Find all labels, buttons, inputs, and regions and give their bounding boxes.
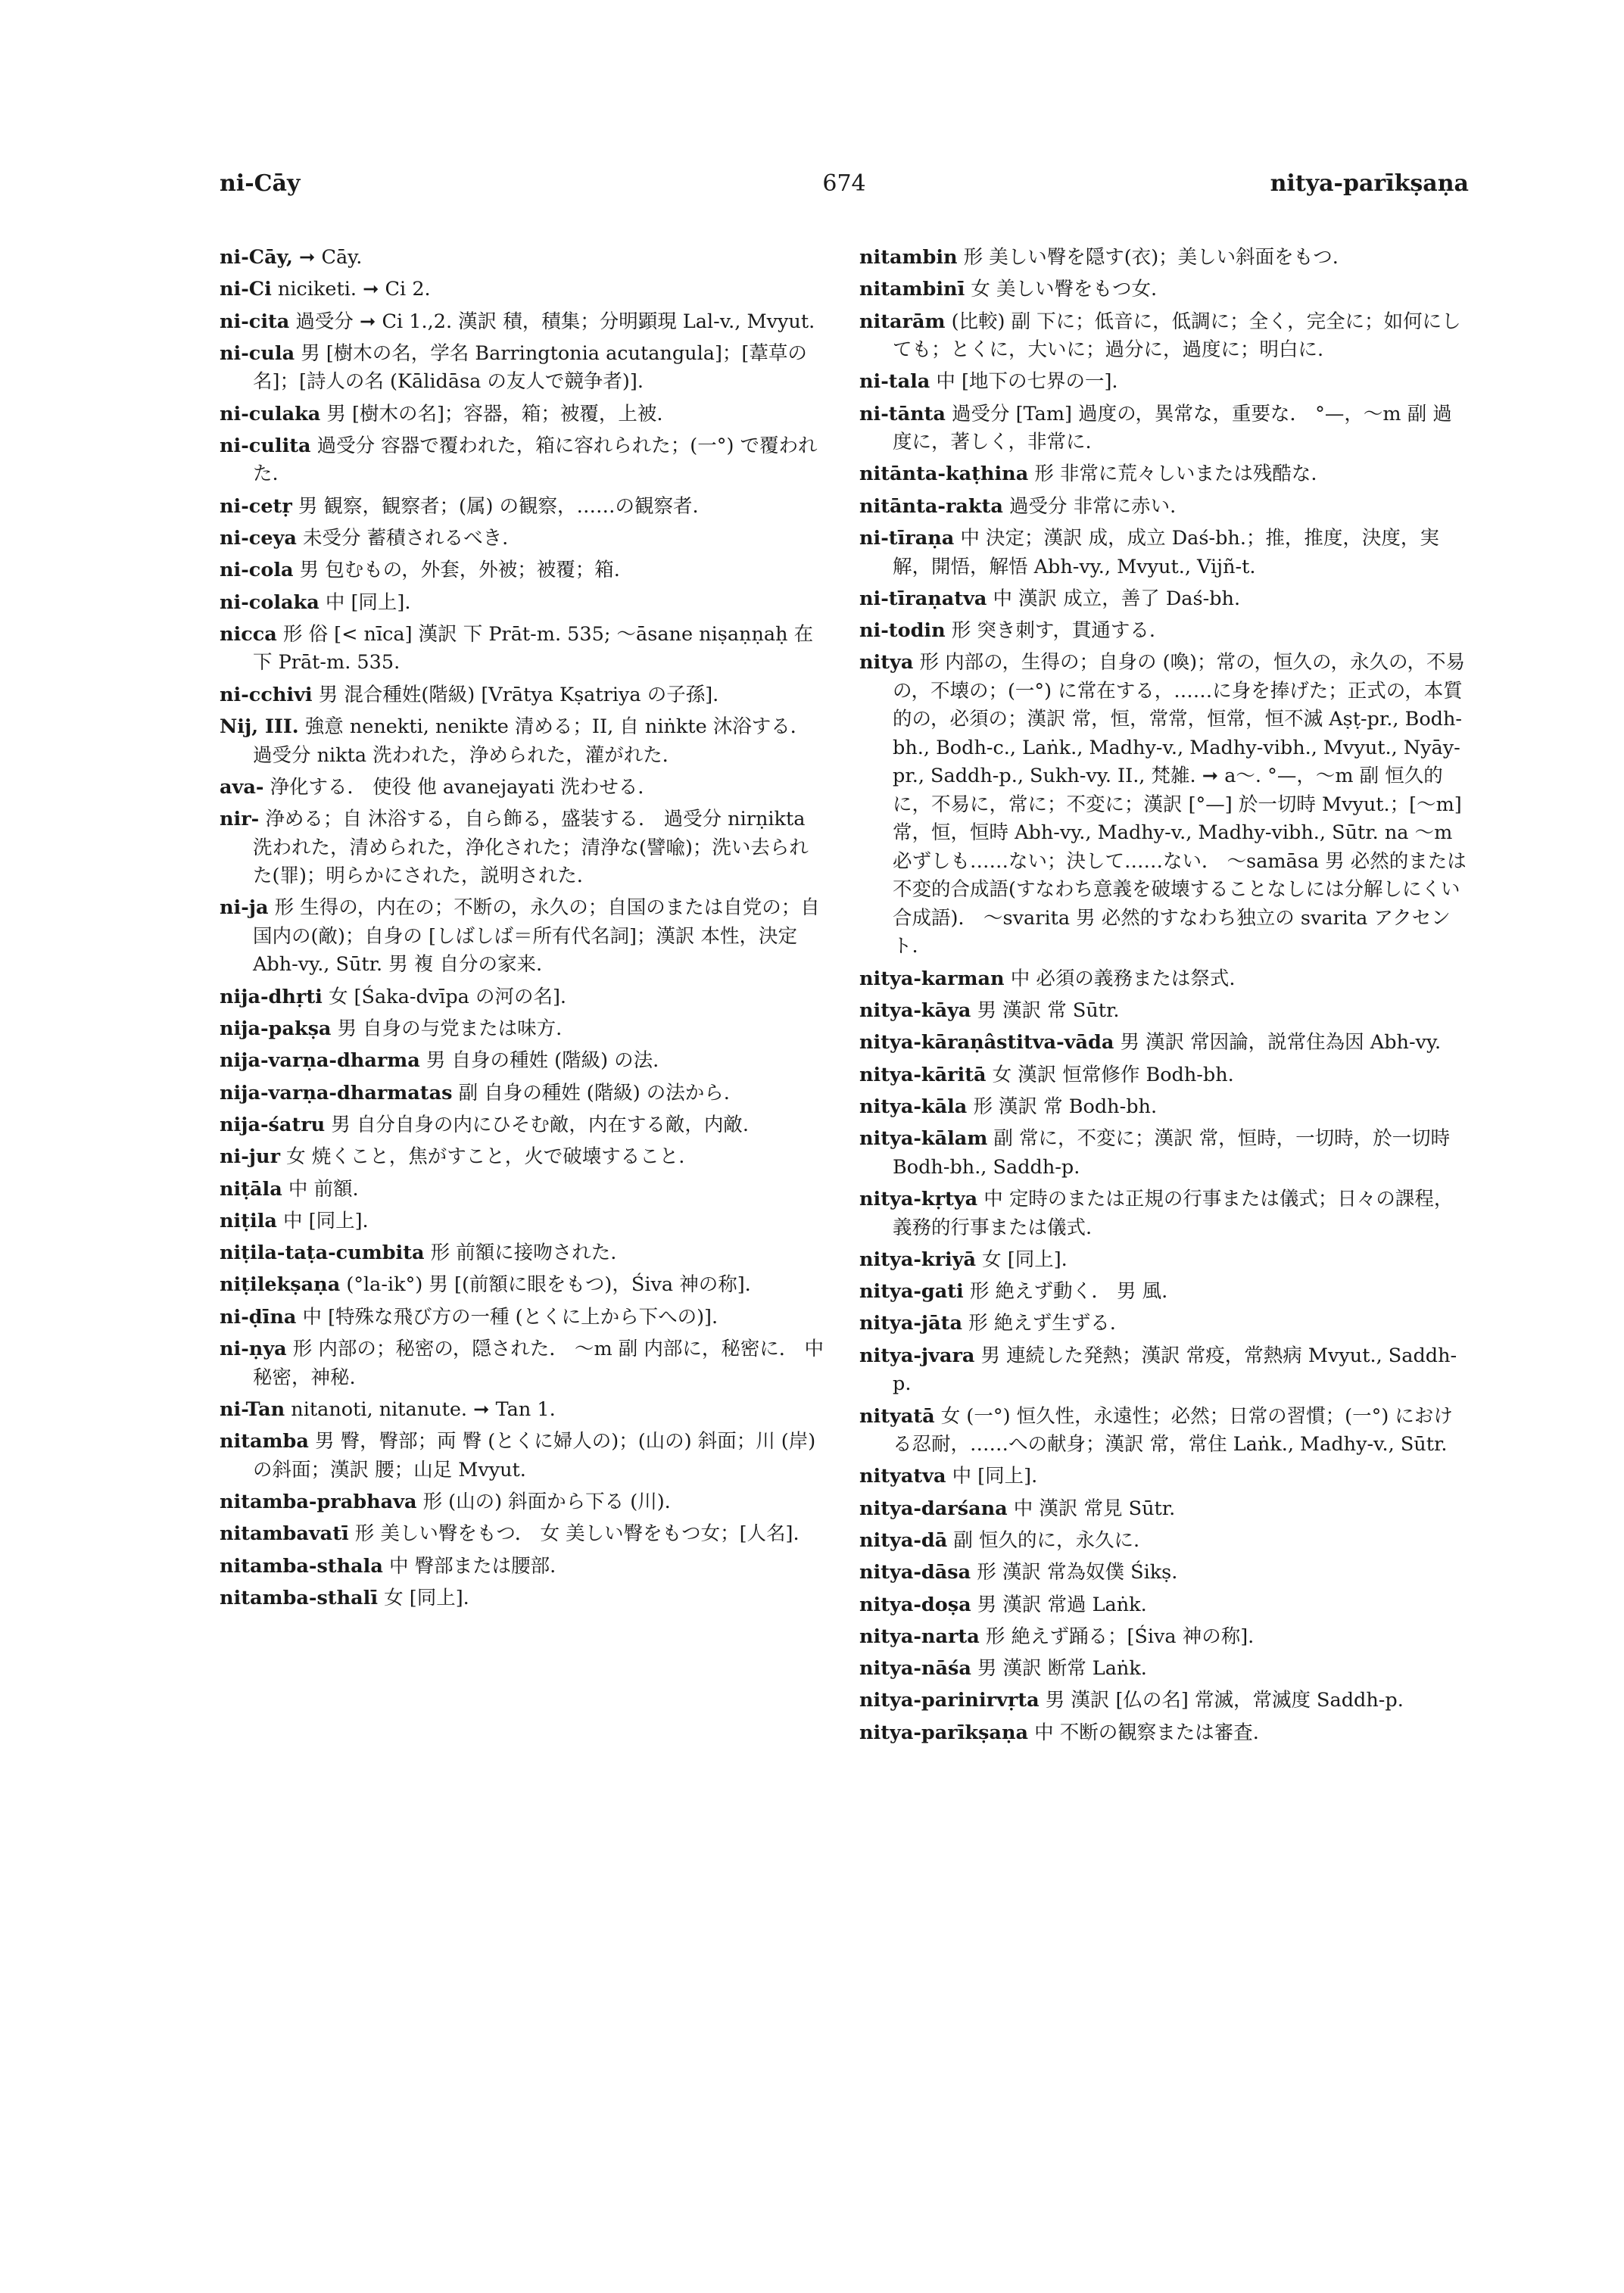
entry-headword: nir- <box>220 808 260 831</box>
entry-definition: 形 絶えず動く． 男 風. <box>963 1280 1168 1304</box>
dictionary-entry <box>220 1553 825 1581</box>
dictionary-entry <box>220 1335 825 1392</box>
entry-headword: ni-jur <box>220 1145 281 1169</box>
dictionary-entry <box>859 1185 1469 1242</box>
dictionary-entry <box>220 1143 825 1172</box>
entry-definition: 中 不断の観察または審査. <box>1028 1721 1259 1744</box>
dictionary-entry <box>220 713 825 770</box>
entry-headword: nitya-jvara <box>859 1344 975 1367</box>
entry-headword: nitamba-sthala <box>220 1554 383 1578</box>
dictionary-entry <box>220 1584 825 1613</box>
entry-headword: nija-varṇa-dharma <box>220 1049 420 1073</box>
entry-definition: 形 突き刺す，貫通する. <box>945 619 1155 643</box>
dictionary-entry <box>859 1342 1469 1399</box>
dictionary-entry <box>859 1623 1469 1652</box>
entry-headword: nitya-dāsa <box>859 1561 971 1584</box>
entry-definition: 女 (一°) 恒久性，永遠性；必然；日常の習慣；(一°) における忍耐，……への献身；漢訳 常，常住 Laṅk., Madhy-v., Sūtr. <box>893 1404 1453 1456</box>
entry-headword: nitya-parīkṣaṇa <box>859 1721 1029 1744</box>
dictionary-entry <box>220 774 825 802</box>
dictionary-entry <box>220 1207 825 1236</box>
entry-definition: 中 [同上]. <box>276 1209 369 1232</box>
dictionary-entry <box>220 621 825 678</box>
entry-definition: 中 [地下の七界の一]. <box>930 370 1118 394</box>
entry-definition: (比較) 副 下に；低音に，低調に；全く，完全に；如何にしても；とくに，大いに；過分に，過度に；明白に. <box>893 310 1461 362</box>
entry-definition: niciketi. ➞ Ci 2. <box>271 278 431 301</box>
entry-definition: 副 常に，不変に；漢訳 常，恒時，一切時，於一切時 Bodh-bh., Saddh-p. <box>893 1127 1451 1179</box>
entry-headword: ni-tānta <box>859 402 946 425</box>
entry-headword: nitya-kāla <box>859 1095 968 1118</box>
entry-definition: 副 自身の種姓 (階級) の法から. <box>452 1081 730 1104</box>
entry-headword: nicca <box>220 622 277 646</box>
entry-headword: nitya-gati <box>859 1280 964 1304</box>
entry-headword: nija-śatru <box>220 1113 326 1136</box>
dictionary-entry <box>220 1271 825 1300</box>
dictionary-entry <box>220 589 825 618</box>
entry-headword: ni-ṇya <box>220 1338 287 1361</box>
entry-headword: ni-cita <box>220 310 290 333</box>
entry-definition: 形 生得の，内在の；不断の，永久の；自国のまたは自党の；自国内の(敵)；自身の [しばしば＝所有代名詞]；漢訳 本性，決定 Abh-vy., Sūtr. 男 複 自分の家来. <box>253 896 820 977</box>
dictionary-entry <box>220 1396 825 1425</box>
dictionary-entry <box>220 244 825 273</box>
entry-definition: 中 決定；漢訳 成，成立 Daś-bh.；推，推度，決度，実解，開悟，解悟 Abh-vy., Mvyut., Vijñ-t. <box>893 527 1439 578</box>
dictionary-entry <box>220 1488 825 1517</box>
dictionary-entry <box>220 1176 825 1204</box>
entry-definition: 女 漢訳 恒常修作 Bodh-bh. <box>986 1063 1234 1086</box>
entry-definition: 形 非常に荒々しいまたは残酷な. <box>1028 463 1317 486</box>
entry-headword: ni-ceya <box>220 527 297 550</box>
dictionary-entry <box>220 400 825 429</box>
entry-definition: 女 [Śaka-dvīpa の河の名]. <box>322 985 567 1008</box>
dictionary-entry <box>220 805 825 891</box>
entry-definition: 形 内部の；秘密の，隠された． ～m 副 内部に，秘密に． 中 秘密，神秘. <box>253 1338 824 1389</box>
entry-definition: 男 包むもの，外套，外被；被覆；箱. <box>293 559 620 582</box>
dictionary-entry <box>859 585 1469 614</box>
entry-headword: ni-ḍīna <box>220 1305 297 1329</box>
dictionary-entry <box>220 894 825 980</box>
entry-headword: ni-todin <box>859 619 946 643</box>
entry-definition: 未受分 蓄積されるべき. <box>296 527 509 550</box>
entry-definition: 形 絶えず踊る；[Śiva 神の称]. <box>979 1625 1255 1648</box>
dictionary-entry <box>220 1520 825 1549</box>
dictionary-entry <box>220 493 825 522</box>
entry-headword: nija-pakṣa <box>220 1017 332 1041</box>
entry-headword: ni-cchivi <box>220 683 313 706</box>
entry-definition: 浄化する． 使役 他 avanejayati 洗わせる． <box>263 775 657 799</box>
dictionary-entry <box>220 1080 825 1108</box>
entry-definition: 女 [同上]. <box>378 1586 469 1609</box>
entry-definition: 中 臀部または腰部. <box>382 1554 556 1578</box>
entry-definition: 形 漢訳 常為奴僕 Śikṣ. <box>971 1561 1178 1584</box>
entry-definition: 形 内部の，生得の；自身の (喚)；常の，恒久の，永久の，不易の，不壊の；(一°) に常在する，……に身を捧げた；正式の，本質的の，必須の；漢訳 常，恒，常常，恒常，恒不滅 Aṣṭ-pr., Bodh-bh., Bodh-c., Laṅk., Madhy-v., Madhy-vibh., Mvyut., Nyāy-pr., Saddh-p., Sukh-vy. II., 梵雑. ➞ a～. °—，～m 副 恒久的に，不易に，常に；不変に；漢訳 [°—] 於一切時 Mvyut.；[～m] 常，恒，恒時 Abh-vy., Madhy-v., Madhy-vibh., Sūtr. na ～m 必ずしも……ない；決して……ない． ～samāsa 男 必然的または不変的合成語(すなわち意義を破壊することなしには分解しにくい合成語)． ～svarita 男 必然的すなわち独立の svarita アクセント. <box>893 651 1467 958</box>
dictionary-entry <box>220 432 825 489</box>
dictionary-entry <box>859 1403 1469 1460</box>
entry-definition: 男 自分自身の内にひそむ敵，内在する敵，内敵. <box>325 1113 750 1136</box>
entry-definition: 形 俗 [< nīca] 漢訳 下 Prāt-m. 535; ～āsane niṣaṇṇaḥ 在下 Prāt-m. 535. <box>253 622 814 675</box>
dictionary-entry <box>859 965 1469 994</box>
dictionary-entry <box>859 1527 1469 1556</box>
entry-headword: ni-cola <box>220 559 294 582</box>
entry-headword: niṭila-taṭa-cumbita <box>220 1242 425 1265</box>
dictionary-entry <box>859 1061 1469 1090</box>
entry-definition: 中 前額. <box>282 1177 359 1201</box>
dictionary-entry <box>220 1047 825 1076</box>
dictionary-entry <box>859 493 1469 522</box>
entry-definition: 男 漢訳 常過 Laṅk. <box>971 1593 1147 1616</box>
dictionary-entry <box>220 525 825 553</box>
entry-definition: 男 漢訳 常因論，説常住為因 Abh-vy. <box>1114 1031 1442 1055</box>
entry-definition: 中 漢訳 成立，善了 Daś-bh. <box>987 587 1241 610</box>
entry-headword: ni-tala <box>859 370 930 394</box>
dictionary-entry <box>859 1310 1469 1338</box>
entry-headword: nitya-kāya <box>859 999 971 1023</box>
entry-definition: 男 [樹木の名，学名 Barringtonia acutangula]；[葦草の名]；[詩人の名 (Kālidāsa の友人で競争者)]. <box>253 341 807 394</box>
dictionary-entry <box>859 1463 1469 1491</box>
entry-definition: ➞ Cāy. <box>292 246 363 269</box>
entry-headword: nitya-jāta <box>859 1312 962 1335</box>
entry-headword: ni-ja <box>220 896 269 920</box>
entry-headword: nitamba <box>220 1430 309 1453</box>
entry-definition: 中 [特殊な飛び方の一種 (とくに上から下への)]. <box>296 1305 718 1329</box>
entry-headword: nitambavatī <box>220 1522 349 1546</box>
dictionary-entry <box>859 308 1469 365</box>
entry-definition: 過受分 ➞ Ci 1.,2. 漢訳 積，積集；分明顕現 Lal-v., Mvyut. <box>289 310 815 333</box>
entry-definition: (°la-ik°) 男 [(前額に眼をもつ)，Śiva 神の称]. <box>340 1273 751 1297</box>
entry-definition: 副 恒久的に，永久に. <box>947 1528 1140 1552</box>
entry-headword: ni-culita <box>220 434 311 457</box>
dictionary-entry <box>220 1428 825 1485</box>
dictionary-entry <box>859 368 1469 397</box>
entry-definition: 男 漢訳 [仏の名] 常滅，常滅度 Saddh-p. <box>1039 1689 1404 1712</box>
dictionary-entry <box>220 983 825 1012</box>
dictionary-entry <box>859 617 1469 646</box>
dictionary-entry <box>859 1495 1469 1524</box>
dictionary-entry <box>220 340 825 397</box>
entry-definition: 男 漢訳 断常 Laṅk. <box>971 1657 1147 1681</box>
entry-headword: nitya-karman <box>859 967 1005 990</box>
dictionary-entry <box>859 649 1469 961</box>
page-header <box>220 170 1469 208</box>
entry-headword: ni-cetṛ <box>220 494 292 518</box>
entry-headword: nitamba-prabhava <box>220 1490 417 1513</box>
dictionary-entry <box>859 525 1469 581</box>
running-head-left: ni-Cāy <box>220 170 301 197</box>
entry-headword: ni-Tan <box>220 1397 285 1421</box>
dictionary-entry <box>859 1093 1469 1122</box>
entry-headword: niṭilekṣaṇa <box>220 1273 341 1297</box>
entry-headword: ni-colaka <box>220 590 320 614</box>
entry-definition: 過受分 容器で覆われた，箱に容れられた；(一°) で覆われた. <box>253 434 818 486</box>
entry-headword: nitya-doṣa <box>859 1593 971 1616</box>
entry-definition: 形 絶えず生ずる. <box>962 1312 1116 1335</box>
dictionary-entry <box>859 1029 1469 1058</box>
entry-headword: nitānta-rakta <box>859 494 1003 518</box>
entry-headword: niṭāla <box>220 1177 282 1201</box>
entry-definition: 形 前額に接吻された. <box>424 1242 617 1265</box>
entry-definition: 女 焼くこと，焦がすこと，火で破壊すること. <box>280 1145 685 1169</box>
entry-definition: 中 [同上]. <box>946 1465 1038 1488</box>
entry-headword: nitya-kṛtya <box>859 1188 978 1211</box>
entry-headword: nitya-kriyā <box>859 1248 977 1271</box>
page-number: 674 <box>822 170 866 197</box>
entry-headword: ava- <box>220 775 264 799</box>
dictionary-entry <box>859 1246 1469 1275</box>
dictionary-entry <box>859 1559 1469 1587</box>
entry-definition: nitanoti, nitanute. ➞ Tan 1. <box>285 1397 556 1421</box>
entry-definition: 中 必須の義務または祭式. <box>1004 967 1236 990</box>
entry-headword: ni-Ci <box>220 278 272 301</box>
dictionary-entry <box>859 1278 1469 1307</box>
entry-definition: 男 自身の種姓 (階級) の法. <box>419 1049 659 1073</box>
entry-headword: nitya-kālam <box>859 1127 988 1151</box>
dictionary-entry <box>859 276 1469 304</box>
dictionary-entry <box>859 460 1469 489</box>
dictionary-entry <box>859 1655 1469 1684</box>
entry-definition: 女 美しい臀をもつ女. <box>965 278 1158 301</box>
dictionary-entry <box>220 276 825 304</box>
dictionary-entry <box>859 1591 1469 1620</box>
entry-headword: nitya-kāraṇâstitva-vāda <box>859 1031 1114 1055</box>
entry-definition: 男 観察，観察者；(属) の観察，……の観察者. <box>291 494 699 518</box>
entry-definition: 形 美しい臀をもつ． 女 美しい臀をもつ女；[人名]. <box>348 1522 800 1546</box>
dictionary-entry <box>220 1239 825 1268</box>
entry-headword: nitya <box>859 651 914 675</box>
entry-headword: ni-tīraṇatva <box>859 587 987 610</box>
entry-headword: Nij, III. <box>220 715 299 739</box>
dictionary-entry <box>220 681 825 710</box>
entry-definition: 男 [樹木の名]；容器，箱；被覆，上被. <box>320 402 663 425</box>
entry-headword: nitānta-kaṭhina <box>859 463 1029 486</box>
entry-headword: nitambin <box>859 246 958 269</box>
dictionary-entry <box>220 1015 825 1044</box>
entry-definition: 男 自身の与党または味方. <box>331 1017 563 1041</box>
entry-headword: ni-tīraṇa <box>859 527 955 550</box>
entry-definition: 強意 nenekti, nenikte 清める；II, 自 niṅkte 沐浴する． 過受分 nikta 洗われた，浄められた，灌がれた． <box>253 715 810 767</box>
entry-definition: 形 美しい臀を隠す(衣)；美しい斜面をもつ. <box>957 246 1339 269</box>
entry-definition: 過受分 非常に赤い. <box>1002 494 1177 518</box>
entry-definition: 形 漢訳 常 Bodh-bh. <box>967 1095 1158 1118</box>
entry-headword: nitamba-sthalī <box>220 1586 379 1609</box>
dictionary-entry <box>859 997 1469 1026</box>
running-head-right: nitya-parīkṣaṇa <box>1270 170 1469 197</box>
entry-headword: nityatva <box>859 1465 946 1488</box>
entry-headword: nija-dhṛti <box>220 985 323 1008</box>
entry-definition: 過受分 [Tam] 過度の，異常な，重要な． °—，～m 副 過度に，著しく，非常に. <box>893 402 1452 454</box>
dictionary-entry <box>859 1125 1469 1182</box>
entry-headword: nitya-darśana <box>859 1497 1008 1520</box>
entry-headword: nitya-dā <box>859 1528 948 1552</box>
entry-definition: 女 [同上]. <box>976 1248 1068 1271</box>
dictionary-entry <box>220 1111 825 1140</box>
entry-headword: nitambinī <box>859 278 965 301</box>
entry-headword: nitarām <box>859 310 946 333</box>
right-column <box>859 244 1469 2182</box>
left-column <box>220 244 825 2182</box>
entry-definition: 男 連続した発熱；漢訳 常疫，常熱病 Mvyut., Saddh-p. <box>893 1344 1457 1396</box>
entry-definition: 男 混合種姓(階級) [Vrātya Kṣatriya の子孫]. <box>312 683 719 706</box>
entry-headword: nitya-kāritā <box>859 1063 987 1086</box>
entry-definition: 中 [同上]. <box>319 590 411 614</box>
dictionary-entry <box>859 400 1469 457</box>
dictionary-entry <box>859 244 1469 273</box>
entry-headword: nija-varṇa-dharmatas <box>220 1081 453 1104</box>
dictionary-entry <box>859 1687 1469 1715</box>
entry-definition: 中 定時のまたは正規の行事または儀式；日々の課程，義務的行事または儀式. <box>893 1188 1454 1239</box>
entry-headword: nitya-narta <box>859 1625 980 1648</box>
dictionary-entry <box>220 556 825 585</box>
dictionary-entry <box>859 1719 1469 1748</box>
entry-headword: nitya-parinirvṛta <box>859 1689 1040 1712</box>
entry-definition: 男 臀，臀部；両 臀 (とくに婦人の)；(山の) 斜面；川 (岸) の斜面；漢訳 腰；山足 Mvyut. <box>253 1430 816 1481</box>
dictionary-entry <box>220 1304 825 1332</box>
entry-headword: niṭila <box>220 1209 277 1232</box>
entry-headword: nityatā <box>859 1404 935 1428</box>
entry-headword: ni-cula <box>220 341 295 365</box>
entry-definition: 中 漢訳 常見 Sūtr. <box>1007 1497 1176 1520</box>
entry-headword: ni-culaka <box>220 402 321 425</box>
entry-definition: 形 (山の) 斜面から下る (川). <box>416 1490 671 1513</box>
entry-definition: 浄める；自 沐浴する，自ら飾る，盛装する． 過受分 nirṇikta 洗われた，清められた，浄化された；清浄な(譬喩)；洗い去られた(罪)；明らかにされた，説明された． <box>253 808 809 888</box>
dictionary-entry <box>220 308 825 337</box>
entry-headword: ni-Cāy, <box>220 246 293 269</box>
entry-definition: 男 漢訳 常 Sūtr. <box>971 999 1120 1023</box>
entry-headword: nitya-nāśa <box>859 1657 971 1681</box>
